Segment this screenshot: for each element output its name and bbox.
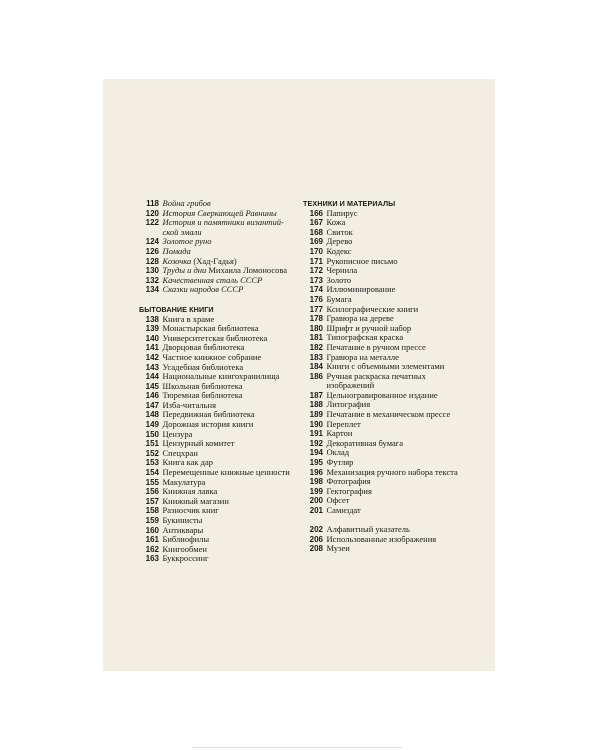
entry-title: Антиквары <box>162 524 204 535</box>
entry-title: Цельногравированное издание <box>326 389 438 400</box>
entry-title: Кожа <box>326 217 346 228</box>
page-number: 189 <box>309 410 323 420</box>
page-number: 180 <box>309 323 323 333</box>
entry-title: Спецхран <box>162 447 198 458</box>
entry-title: Картон <box>326 428 353 439</box>
entry-title: Книгообмен <box>162 543 207 554</box>
page-number: 195 <box>309 458 323 468</box>
entry-title: Изба-читальня <box>162 399 216 410</box>
entry-title: Золото <box>326 274 352 285</box>
entry-title: История и памятники византий-ской эмали <box>162 217 284 237</box>
page-number: 144 <box>145 372 159 382</box>
page-number: 141 <box>145 343 159 353</box>
entry-title: Золотое руно <box>162 236 212 247</box>
page-number: 159 <box>145 516 159 525</box>
entry-title: Дворцовая библиотека <box>162 342 245 353</box>
entry-title: Национальные книгохранилища <box>162 371 280 382</box>
entry-title: История Сверкающей Равнины <box>162 207 277 218</box>
entry-title: Фотография <box>326 476 371 487</box>
page-number: 181 <box>309 333 323 343</box>
entry-title: Футляр <box>326 457 354 468</box>
entry-title-rest: Михаила Ломоносова <box>206 265 288 276</box>
entry-title: Офсет <box>326 495 350 506</box>
page-number: 154 <box>145 468 159 478</box>
page-number: 120 <box>145 208 159 218</box>
page-number: 184 <box>309 362 323 372</box>
page-number: 156 <box>145 487 159 497</box>
section-heading-techniques: ТЕХНИКИ И МАТЕРИАЛЫ <box>303 199 396 208</box>
entry-title: Качественная сталь СССР <box>162 274 263 285</box>
entry-title: Кодекс <box>326 245 352 256</box>
entry-title: Использованные изображения <box>326 533 437 544</box>
page-number: 160 <box>145 525 159 535</box>
entry-title: Частное книжное собрание <box>162 351 262 362</box>
entry-title: Усадебная библиотека <box>162 361 244 372</box>
page-number: 200 <box>309 496 323 506</box>
page-number: 163 <box>145 554 159 564</box>
page-number: 147 <box>145 400 159 410</box>
entry-title: Самиздат <box>326 505 361 515</box>
page-number: 190 <box>309 419 323 429</box>
entry-title: Гравюра на дереве <box>326 313 394 324</box>
page-number: 166 <box>309 208 323 218</box>
page-number: 151 <box>145 439 159 449</box>
entry-title-italic: Труды и дни <box>162 265 207 276</box>
page-number: 187 <box>309 390 323 400</box>
page-number: 140 <box>145 333 159 343</box>
page-number: 206 <box>309 534 323 544</box>
page-number: 208 <box>309 544 323 554</box>
page-number: 168 <box>309 227 323 237</box>
entry-title: Дорожная история книги <box>162 419 254 430</box>
entry-title: Перемещенные книжные ценности <box>162 467 290 478</box>
page-number: 158 <box>145 506 159 516</box>
contents-entry <box>139 285 299 295</box>
page-number: 130 <box>145 266 159 276</box>
entry-title: Разносчик книг <box>162 505 219 516</box>
page-number: 202 <box>309 525 323 535</box>
entry-title: Передвижная библиотека <box>162 409 255 420</box>
page-number: 192 <box>309 438 323 448</box>
entry-title: Печатание в ручном прессе <box>326 341 426 352</box>
entry-title: Книги с объемными элементами <box>326 361 445 372</box>
entry-title: Цензурный комитет <box>162 438 235 449</box>
entry-title: Оклад <box>326 447 350 458</box>
entry-title: Декоративная бумага <box>326 437 404 448</box>
entry-title: Гектография <box>326 485 372 496</box>
page-number: 149 <box>145 420 159 430</box>
page-number: 152 <box>145 448 159 458</box>
entry-title: Университетская библиотека <box>162 332 268 343</box>
entry-title: Типографская краска <box>326 332 404 343</box>
page-edge-line <box>192 747 402 748</box>
entry-title: Помада <box>162 245 191 256</box>
page-number: 143 <box>145 362 159 372</box>
page-number: 118 <box>146 199 159 208</box>
page-number: 199 <box>309 486 323 496</box>
page-number: 188 <box>309 400 323 410</box>
contents-entry <box>303 544 475 554</box>
page-number: 171 <box>309 256 323 266</box>
entry-title: Алфавитный указатель <box>326 524 410 535</box>
entry-title: Гравюра на металле <box>326 351 399 362</box>
page-number: 124 <box>145 237 159 247</box>
section-heading-book-life: БЫТОВАНИЕ КНИГИ <box>139 304 214 314</box>
page-number: 162 <box>145 544 159 554</box>
left-entries-section <box>139 315 299 564</box>
page-number: 186 <box>309 371 323 381</box>
page-number: 169 <box>309 237 323 247</box>
entry-title: Буккроссинг <box>162 553 209 564</box>
page-number: 172 <box>309 266 323 276</box>
page-number: 173 <box>309 275 323 285</box>
page-number: 150 <box>145 429 159 439</box>
entry-title: Сказки народов СССР <box>162 284 244 295</box>
contents-entry <box>303 372 475 391</box>
entry-title: Иллюминирование <box>326 284 396 295</box>
page-number: 167 <box>309 218 323 228</box>
page-number: 153 <box>145 458 159 468</box>
page-number: 145 <box>145 381 159 391</box>
entry-title: Шрифт и ручной набор <box>326 322 412 333</box>
entry-title: Книга как дар <box>162 457 214 468</box>
entry-title: Книжная лавка <box>162 486 218 497</box>
page-number: 138 <box>145 314 159 324</box>
contents-entry <box>303 506 475 516</box>
entry-title: Печатание в механическом прессе <box>326 409 451 420</box>
page-number: 194 <box>309 448 323 458</box>
page-number: 198 <box>309 477 323 487</box>
page-number: 174 <box>309 285 323 295</box>
entry-title: Переплет <box>326 418 361 429</box>
page-number: 128 <box>145 256 159 266</box>
page-number: 161 <box>145 535 159 545</box>
entry-title: Литография <box>326 399 371 410</box>
left-entries-top <box>139 199 299 295</box>
page-number: 148 <box>145 410 159 420</box>
entry-title: Механизация ручного набора текста <box>326 466 458 477</box>
page-number: 122 <box>145 218 159 228</box>
page-number: 201 <box>309 506 323 515</box>
page-number: 182 <box>309 342 323 352</box>
page-number: 126 <box>145 246 159 256</box>
page-number: 142 <box>145 352 159 362</box>
entry-title: Школьная библиотека <box>162 380 243 391</box>
page-number: 191 <box>309 429 323 439</box>
page-number: 170 <box>309 246 323 256</box>
entry-title: Дерево <box>326 236 353 247</box>
entry-title-italic: Козочка <box>162 255 192 266</box>
entry-title: Рукописное письмо <box>326 255 398 266</box>
contents-right-column <box>303 199 475 554</box>
entry-title: Бумага <box>326 293 352 304</box>
contents-left-column <box>139 199 299 564</box>
entry-title-rest: (Хад-Гадья) <box>191 255 237 266</box>
contents-entry <box>139 218 299 237</box>
contents-page <box>103 79 495 671</box>
entry-title: Монастырская библиотека <box>162 323 259 334</box>
entry-title: Война грибов <box>162 198 211 208</box>
entry-title: Музеи <box>326 543 350 554</box>
page-number: 134 <box>145 285 159 295</box>
right-entries-section <box>303 209 475 516</box>
page-number: 183 <box>309 352 323 362</box>
entry-title: Библиофилы <box>162 534 210 545</box>
entry-title: Ручная раскраска печатных изображений <box>326 370 426 391</box>
page-number: 176 <box>309 294 323 304</box>
page-number: 196 <box>309 467 323 477</box>
page-number: 178 <box>309 314 323 324</box>
page-number: 177 <box>309 304 323 314</box>
section-gap <box>139 295 299 305</box>
page-number: 155 <box>145 477 159 487</box>
entry-title: Тюремная библиотека <box>162 390 243 401</box>
entry-title: Книжный магазин <box>162 495 229 506</box>
entry-title: Свиток <box>326 226 353 237</box>
entry-title: Макулатура <box>162 476 206 487</box>
entry-title: Ксилографические книги <box>326 303 419 314</box>
right-entries-end <box>303 525 475 554</box>
contents-entry <box>139 554 299 564</box>
entry-title: Чернила <box>326 265 358 276</box>
entry-title: Папирус <box>326 207 358 218</box>
page-number: 132 <box>145 275 159 285</box>
entry-title: Цензура <box>162 428 193 439</box>
entry-title: Книга в храме <box>162 313 215 324</box>
page-number: 139 <box>145 324 159 334</box>
entry-title: Букинисты <box>162 515 203 525</box>
page-number: 157 <box>145 496 159 506</box>
page-number: 146 <box>145 391 159 401</box>
